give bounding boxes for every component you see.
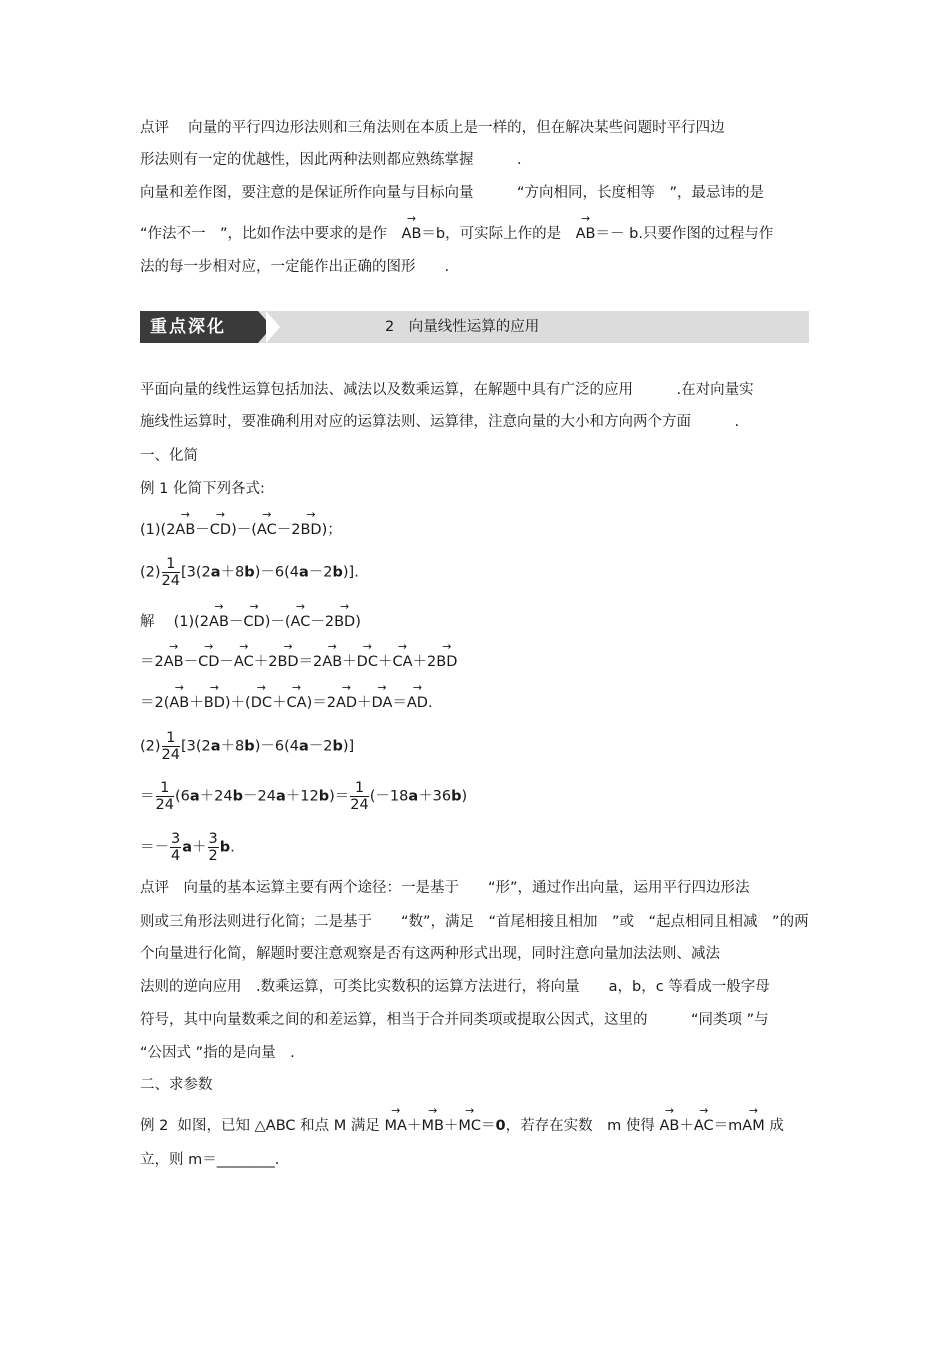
review-label: 点评: [140, 120, 169, 136]
example2-line1: 例 2 如图，已知 △ABC 和点 M 满足 → MA＋→ MB＋→ MC＝0，若存在实数 m 使得 → AB＋→ AC＝m→ AM 成: [140, 1116, 820, 1136]
solution-label: 解: [140, 614, 155, 630]
review2-line3: 个向量进行化简，解题时要注意观察是否有这两种形式出现，同时注意向量加法法则、减法: [140, 946, 720, 962]
solution-line5: ＝ $\frac{1}{24}$ (6a＋24b－24a＋12b)＝ $\frac{1}{24}$ (－18a＋36b): [140, 780, 468, 813]
heading-simplify: 一、化简: [140, 448, 198, 464]
intro-line1: 平面向量的线性运算包括加法、减法以及数乘运算，在解题中具有广泛的应用 .在对向量实: [140, 382, 754, 398]
solution-line3: ＝2(→ AB＋→ BD)＋(→ DC＋→ CA)＝2→ AD＋→ DA＝→ AD.: [140, 693, 820, 713]
example1-title: 例 1 化简下列各式:: [140, 481, 265, 497]
example1-part1: (1)(2→ AB－→ CD)－(→ AC－2→ BD)；: [140, 520, 820, 540]
heading-parameters: 二、求参数: [140, 1077, 213, 1093]
example2-line2: 立，则 m＝________.: [140, 1152, 280, 1168]
review1-line2: 形法则有一定的优越性，因此两种法则都应熟练掌握 .: [140, 152, 522, 168]
vector-AB: → AB: [576, 224, 596, 244]
review1-text: 向量的平行四边形法则和三角法则在本质上是一样的，但在解决某些问题时平行四边: [188, 120, 725, 136]
banner-notch-cut: [266, 311, 280, 343]
review2-line4: 法则的逆向应用 .数乘运算，可类比实数积的运算方法进行，将向量 a，b，c 等看成一般字母: [140, 979, 770, 995]
solution-line1: 解 (1)(2→ AB－→ CD)－(→ AC－2→ BD): [140, 612, 820, 632]
section-banner: [140, 311, 809, 343]
section-title: 2 向量线性运算的应用: [385, 319, 540, 335]
review1-line4: “作法不一 ”，比如作法中要求的是作 → AB＝b，可实际上作的是 → AB＝－ b.只要作图的过程与作: [140, 224, 820, 244]
review2-line2: 则或三角形法则进行化简；二是基于 “数”，满足 “首尾相接且相加 ”或 “起点相同且相减 ”的两: [140, 914, 809, 930]
review1-line1: [140, 118, 820, 138]
vector-AB: → AB: [402, 224, 422, 244]
review2-line6: “公因式 ”指的是向量 .: [140, 1045, 295, 1061]
review2-line1: 点评 向量的基本运算主要有两个途径：一是基于 “形”，通过作出向量，运用平行四边形法: [140, 880, 750, 896]
intro-line2: 施线性运算时，要准确利用对应的运算法则、运算律，注意向量的大小和方向两个方面 .: [140, 414, 740, 430]
review1-line5: 法的每一步相对应，一定能作出正确的图形 .: [140, 259, 450, 275]
banner-tag: 重点深化: [140, 311, 258, 343]
example1-part2: (2) $\frac{1}{24}$ [3(2a＋8b)－6(4a－2b)].: [140, 556, 359, 589]
solution-line4: (2) $\frac{1}{24}$ [3(2a＋8b)－6(4a－2b)]: [140, 730, 355, 763]
review1-line3: 向量和差作图，要注意的是保证所作向量与目标向量 “方向相同，长度相等 ”，最忌讳的是: [140, 185, 765, 201]
solution-line2: ＝2→ AB－→ CD－→ AC＋2→ BD＝2→ AB＋→ DC＋→ CA＋2→ BD: [140, 652, 820, 672]
solution-line6: ＝－ $\frac{3}{4}$ a＋ $\frac{3}{2}$ b.: [140, 831, 235, 864]
review2-line5: 符号，其中向量数乘之间的和差运算，相当于合并同类项或提取公因式，这里的 “同类项 ”与: [140, 1012, 769, 1028]
